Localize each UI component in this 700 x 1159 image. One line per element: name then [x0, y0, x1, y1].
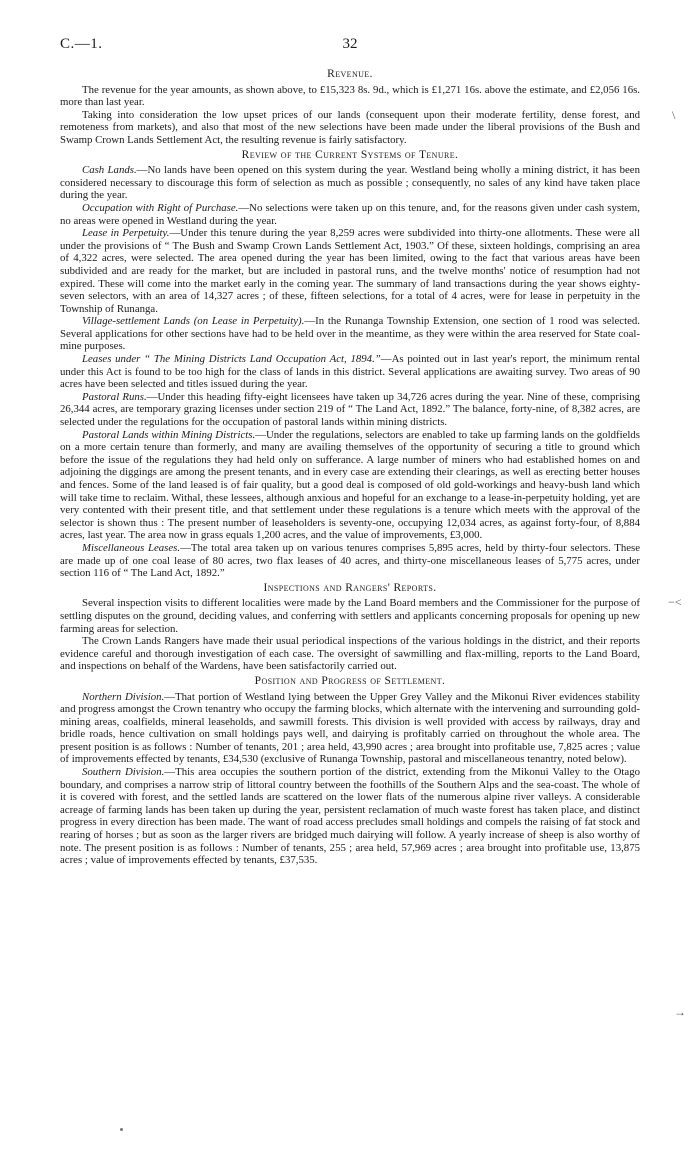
paragraph-text: The Crown Lands Rangers have made their usual periodical inspections of the various holdings in the district, and their reports evidence careful and thorough investigation of each case. The oversight of sawmilling and flax-milling, reports to the Land Board, and inspections on behalf of the Wardens, have been satisfactorily carried out. [60, 635, 640, 673]
paragraph-text: —No lands have been opened on this system during the year. Westland being wholly a mining district, it has been considered necessary to discourage this form of selection as much as possible ; consequently, no sales of any kind have taken place during the year. [60, 164, 640, 202]
paragraph-text: —As pointed out in last year's report, the minimum rental under this Act is found to be too high for the class of lands in this district. Several applications are awaiting survey. Two areas of 90 acres have been selected and titles issued during the year. [60, 353, 640, 391]
section-heading-revenue: Revenue. [327, 68, 373, 80]
section-heading-tenure-review: Review of the Current Systems of Tenure. [241, 148, 459, 161]
paragraph [60, 109, 640, 147]
paragraph-text: Taking into consideration the low upset prices of our lands (consequent upon their moderate fertility, dense forest, and remoteness from markets), and also that most of the new selections have been made under the liberal provisions of the Bush and Swamp Crown Lands Settlement Act, the resulting revenue is fairly satisfactory. [60, 108, 640, 146]
page-number: 32 [342, 36, 358, 52]
paragraph-lead: Lease in Perpetuity. [82, 227, 170, 240]
paragraph-lead: Pastoral Runs. [82, 390, 147, 403]
paragraph-village-settlement [60, 315, 640, 353]
margin-mark: −< [668, 595, 682, 609]
paragraph-mining-leases [60, 353, 640, 391]
section-heading-inspections: Inspections and Rangers' Reports. [263, 581, 437, 594]
paragraph-miscellaneous-leases [60, 542, 640, 580]
paragraph-text: Several inspection visits to different localities were made by the Land Board members and the Commissioner for the purpose of settling disputes on the ground, deciding values, and conferring with settlers and applicants concerning proposals for opening up new farming areas for selection. [60, 597, 640, 635]
body-text [60, 66, 640, 867]
paragraph-text: —This area occupies the southern portion of the district, extending from the Mikonui Valley to the Otago boundary, and comprises a narrow strip of littoral country between the foothills of the Southern Alps and the sea-coast. The whole of it is covered with forest, and the settled lands are scattered on the lower flats of the numerous alpine river valleys. A considerable acreage of farming lands has been taken up during the year, persistent reclamation of much waste forest has taken place, and distinct progress in every direction has been made. The want of road access precludes small holdings and compels the raising of fat stock and rearing of horses ; but as soon as the larger rivers are bridged much dairying will follow. A yearly increase of sheep is also worthy of note. The present position is as follows : Number of tenants, 255 ; area held, 57,969 acres ; area brought into profitable use, 13,875 acres ; value of improvements effected by tenants, £37,535. [60, 766, 640, 867]
paragraph-cash-lands [60, 164, 640, 202]
page-header [60, 36, 640, 56]
paragraph-text: —That portion of Westland lying between the Upper Grey Valley and the Mikonui River evidences stability and progress amongst the Crown tenantry who occupy the farming blocks, which alternate with the intervening and surrounding gold-mining areas, coalfields, mineral leaseholds, and sawmill forests. This division is well provided with access by railways, dray and bridle roads, hence cultivation on small holdings pays well, and dairying is profitably carried on throughout the whole area. The present position is as follows : Number of tenants, 201 ; area held, 43,990 acres ; area brought into profitable use, 7,825 acres ; value of improvements effected by tenants, £34,530 (exclusive of Runanga Township, pastoral and miscellaneous tenantry, noted below). [60, 690, 641, 766]
paragraph-text: The revenue for the year amounts, as shown above, to £15,323 8s. 9d., which is £1,271 16s. above the estimate, and £2,056 16s. more than last year. [60, 83, 640, 109]
paragraph-lead: Village-settlement Lands (on Lease in Perpetuity). [82, 315, 305, 328]
paragraph [60, 635, 640, 673]
paragraph-text: —Under this heading fifty-eight licensees have taken up 34,726 acres during the year. Nine of these, comprising 26,344 acres, are temporary grazing licenses under section 219 of “ The Land Act, 1892.” The balance, forty-nine, of 8,382 acres, are selected under the regulations for the occupation of pastoral lands within mining districts. [60, 390, 641, 429]
paragraph-lead: Cash Lands. [82, 164, 137, 177]
paragraph-text: —No selections were taken up on this tenure, and, for the reasons given under cash system, no areas were opened in Westland during the year. [60, 201, 640, 227]
paragraph-text: —In the Runanga Township Extension, one section of 1 rood was selected. Several applications for other sections have had to be held over in the meantime, as they were within the area reserved for State coal-mine purposes. [60, 315, 640, 353]
paragraph-southern-division [60, 766, 640, 867]
paragraph-text: —Under this tenure during the year 8,259 acres were subdivided into thirty-one allotments. These were all under the provisions of “ The Bush and Swamp Crown Lands Settlement Act, 1903.” Of these, sixteen holdings, comprising an area of 4,322 acres, were selected. The area opened during the year has been limited, owing to the fact that various areas have been subdivided and are ready for the market, but are included in pastoral runs, and the twelve months' notice of resumption had not expired. These will come into the market early in the coming year. The summary of land transactions during the year shows eighty-seven selectors, with an area of 14,327 acres ; of these, fifteen selections, for a total of 4 acres, were for lease in perpetuity in the Township of Runanga. [60, 227, 640, 315]
paragraph-pastoral-mining [60, 429, 640, 542]
section-heading-settlement: Position and Progress of Settlement. [254, 674, 446, 687]
document-id: C.—1. [60, 36, 103, 52]
paragraph [60, 84, 640, 109]
paragraph-occupation-purchase [60, 202, 640, 227]
margin-mark: → [674, 1005, 686, 1019]
paragraph-lead: Occupation with Right of Purchase. [82, 201, 239, 214]
paragraph-lead: Pastoral Lands within Mining Districts. [82, 428, 256, 441]
paragraph-lead: Northern Division. [82, 690, 165, 703]
paragraph-lead: Southern Division. [82, 766, 165, 779]
paragraph-text: —Under the regulations, selectors are enabled to take up farming lands on the goldfields on a more certain tenure than formerly, and many are availing themselves of the opportunity of securing a title to ground which before the issue of the regulations they had held only on sufferance. A large number of miners who had established homes on and adjoining the diggings are among the present tenants, and in every case are extending their clearings, as well as erecting better houses and fences. Some of the land leased is of fair quality, but a good deal is composed of old gold-workings and heavy-bush land which will take time to reclaim. Withal, these lessees, although anxious and hopeful for an exchange to a lease-in-perpetuity holding, yet are very contented with their present title, and that settlement under these regulations is a tenure which meets with the approval of the selector is shown thus : The present number of leaseholders is seventy-one, occupying 12,034 acres, as against forty-four, of 8,884 acres, last year. The area now in grass equals 1,200 acres, and the value of improvements, £3,000. [60, 428, 640, 542]
paragraph [60, 597, 640, 635]
paragraph-lead: Miscellaneous Leases. [82, 541, 181, 554]
paragraph-lease-perpetuity [60, 227, 640, 315]
scan-speck [120, 1128, 123, 1131]
paragraph-northern-division [60, 691, 640, 767]
paragraph-text: —The total area taken up on various tenures comprises 5,895 acres, held by thirty-four selectors. These are made up of one coal lease of 80 acres, two flax leases of 40 acres, and thirty-one miscellaneous leases of 5,775 acres, under section 116 of “ The Land Act, 1892.” [60, 541, 641, 580]
paragraph-lead: Leases under “ The Mining Districts Land Occupation Act, 1894.” [82, 353, 381, 366]
margin-mark: \ [672, 108, 676, 122]
paragraph-pastoral-runs [60, 391, 640, 429]
